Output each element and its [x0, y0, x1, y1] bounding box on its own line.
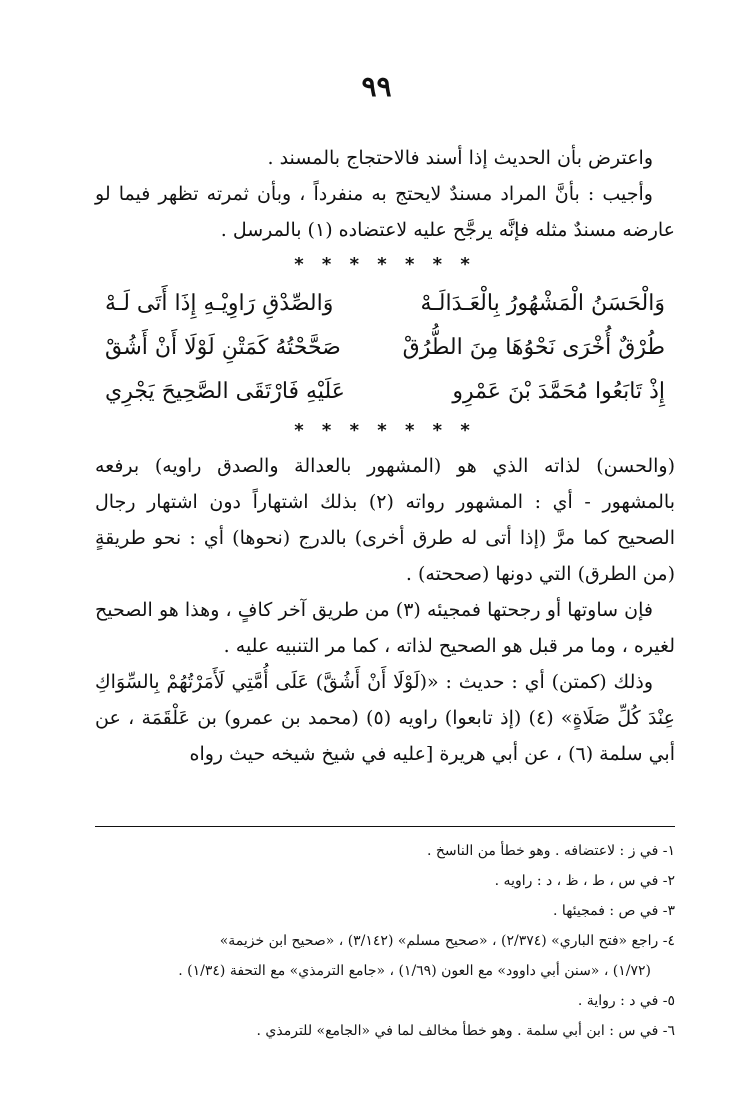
main-text [95, 140, 675, 772]
footnote-separator [95, 826, 675, 827]
verse-hemistich-first: وَالْحَسَنُ الْمَشْهُورُ بِالْعَـدَالَـهْ [420, 291, 665, 316]
footnote-1: ١- في ز : لاعتضافه . وهو خطأ من الناسخ . [426, 843, 675, 859]
poem-verses [95, 282, 675, 414]
poem-verse [95, 370, 675, 414]
footnote-4: ٤- راجع «فتح الباري» (٢/٣٧٤) ، «صحيح مسلم» (٣/١٤٢) ، «صحيح ابن خزيمة» [219, 933, 675, 949]
footnotes [95, 836, 675, 1046]
poem-verse [95, 282, 675, 326]
footnote-5: ٥- في د : رواية . [577, 993, 675, 1009]
paragraph-example-hadith: وذلك (كمتن) أي : حديث : «(لَوْلَا أَنْ أَشُقَّ) عَلَى أُمَّتِي لَأَمَرْتُهُمْ بِالسِّوَاكِ عِنْدَ كُلِّ صَلَاةٍ» (٤) (إذ تابعوا) راويه (٥) (محمد بن عمرو) بن عَلْقَمَة ، عن أبي سلمة (٦) ، عن أبي هريرة [عليه في شيخ شيخه حيث رواه [95, 671, 676, 765]
footnote-3: ٣- في ص : فمجيئها . [553, 903, 675, 919]
stars-divider-bottom: * * * * * * * [294, 420, 476, 441]
verse-hemistich-second: وَالصِّدْقِ رَاوِيْـهِ إِذَا أَتَى لَـهْ [105, 291, 334, 316]
verse-hemistich-first: طُرْقٌ أُخْرَى نَحْوُهَا مِنَ الطُّرُقْ [402, 335, 665, 360]
verse-hemistich-second: عَلَيْهِ فَارْتَقَى الصَّحِيحَ يَجْرِي [105, 379, 345, 404]
paragraph-objection: واعترض بأن الحديث إذا أسند فالاحتجاج بالمسند . [267, 147, 653, 169]
footnote-2: ٢- في س ، ط ، ظ ، د : راويه . [494, 873, 675, 889]
paragraph-answer: وأجيب : بأنَّ المراد مسندٌ لايحتج به منفرداً ، وبأن ثمرته تظهر فيما لو عارضه مسندٌ مثله فإنَّه يرجَّح عليه لاعتضاده (١) بالمرسل . [95, 183, 675, 241]
paragraph-sahih-lighairihi: فإن ساوتها أو رجحتها فمجيئه (٣) من طريق آخر كافٍ ، وهذا هو الصحيح لغيره ، وما مر قبل هو الصحيح لذاته ، كما مر التنبيه عليه . [95, 599, 675, 657]
poem-verse [95, 326, 675, 370]
verse-hemistich-second: صَحَّحْتُهُ كَمَتْنِ لَوْلَا أَنْ أَشُقْ [105, 335, 341, 360]
stars-divider-top: * * * * * * * [294, 254, 476, 275]
footnote-6: ٦- في س : ابن أبي سلمة . وهو خطأ مخالف لما في «الجامع» للترمذي . [256, 1023, 675, 1039]
verse-hemistich-first: إِذْ تَابَعُوا مُحَمَّدَ بْنَ عَمْرِو [452, 379, 665, 404]
paragraph-commentary: (والحسن) لذاته الذي هو (المشهور بالعدالة والصدق راويه) برفعه بالمشهور - أي : المشهور رواته (٢) بذلك اشتهاراً دون اشتهار رجال الصحيح كما مرَّ (إذا أتى له طرق أخرى) بالدرج (نحوها) أي : نحو طريقةٍ (من الطرق) التي دونها (صححته) . [95, 455, 675, 585]
page-number: ٩٩ [361, 70, 392, 103]
footnote-4-continued: (١/٧٢) ، «سنن أبي داوود» مع العون (١/٦٩) ، «جامع الترمذي» مع التحفة (١/٣٤) . [178, 963, 651, 979]
